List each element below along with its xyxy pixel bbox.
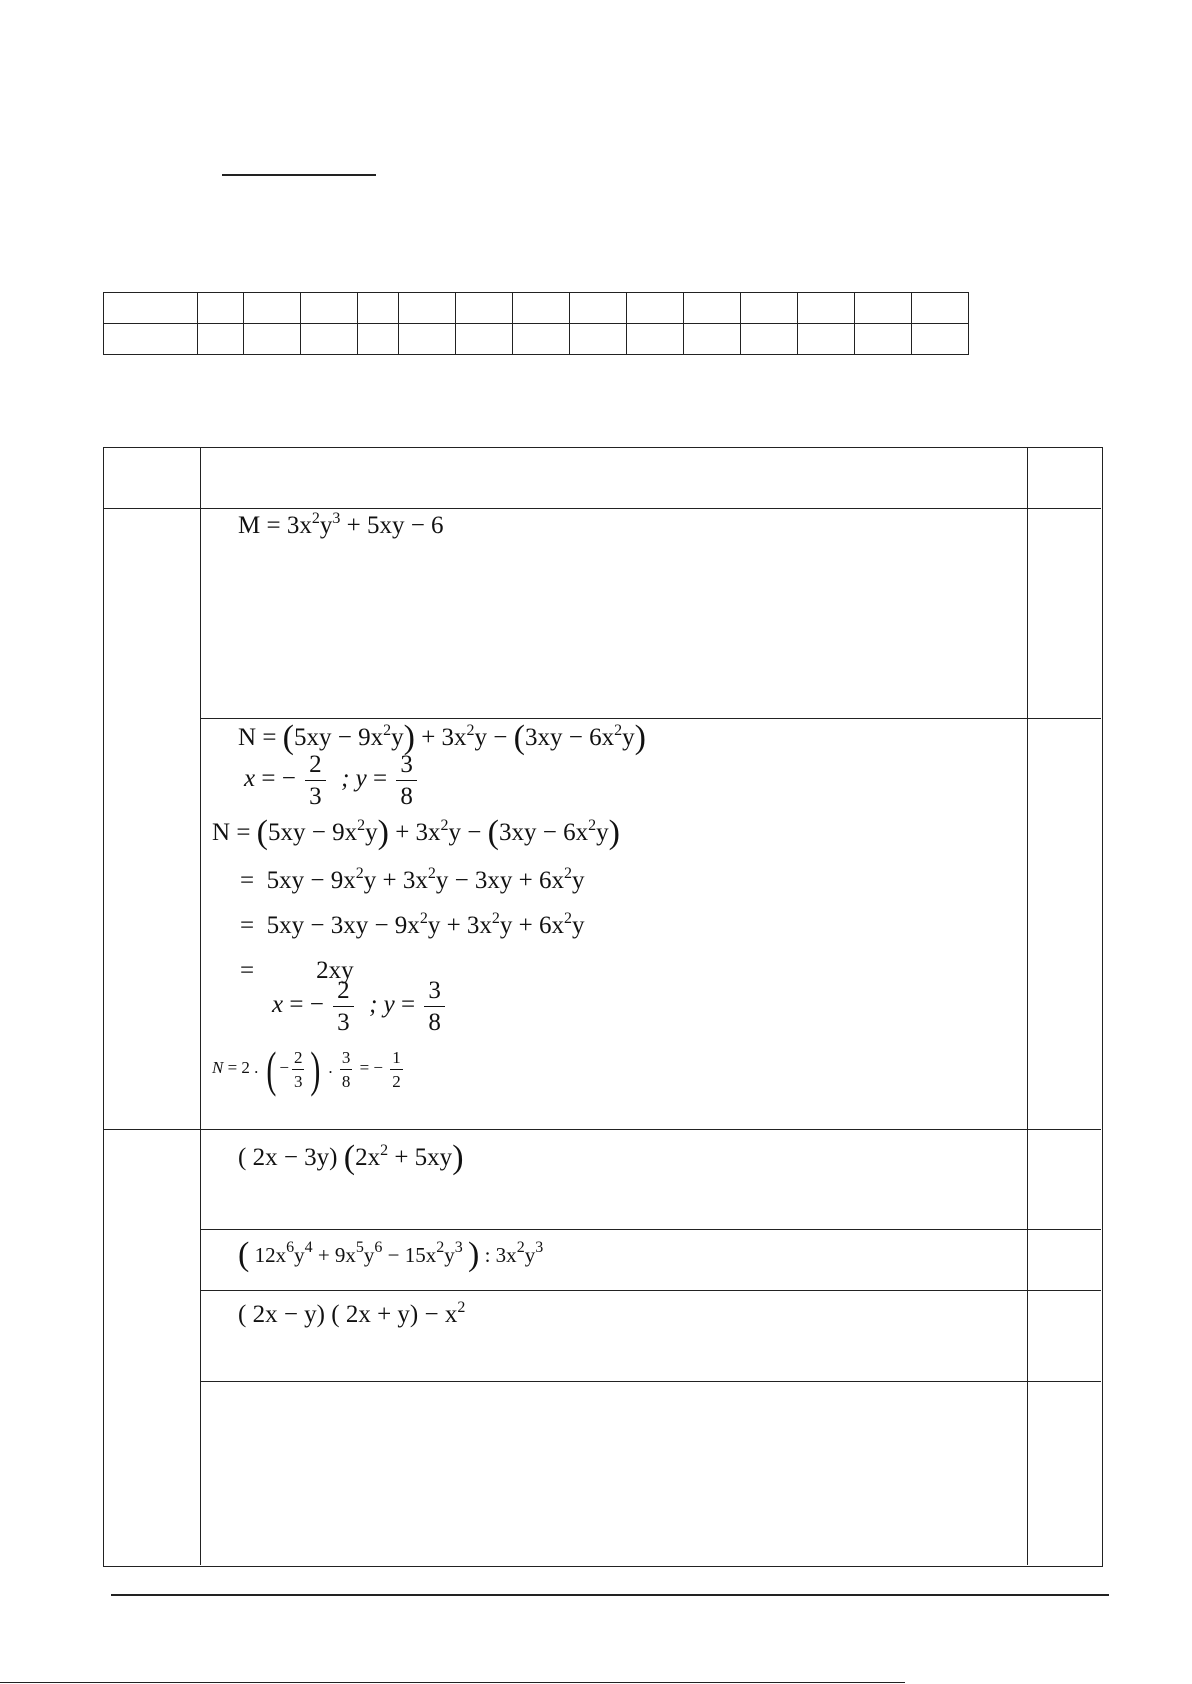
- product-expression-2: ( 2x − y) ( $2x + y) - x^2$: [238, 1299, 466, 1328]
- grid-cell: [244, 293, 301, 324]
- m-expression: $M = 3x^2y^3 + 5xy - 6$: [238, 510, 444, 539]
- grid-cell: [684, 293, 741, 324]
- grid-cell: [244, 324, 301, 355]
- fraction: $\frac{2}{3}$: [305, 752, 326, 809]
- footer-line: [111, 1594, 1109, 1596]
- grid-cell: [684, 324, 741, 355]
- fraction: $\frac{2}{3}$: [293, 1047, 303, 1091]
- grid-cell: [513, 324, 570, 355]
- fraction: $\frac{3}{8}$: [424, 978, 445, 1035]
- n-result: N = 2 . ( − $\frac{2}{3}$ ) . $\frac{3}{8}$ = − $\frac{1}{2}$: [212, 1041, 401, 1097]
- grid-cell: [798, 324, 855, 355]
- fraction: $\frac{3}{8}$: [396, 752, 417, 809]
- grid-cell: [358, 324, 399, 355]
- xy-values-substitution: x = − $\frac{2}{3}$ ; y = $\frac{3}{8}$: [272, 978, 448, 1035]
- n-expression: $N = (5xy - 9x^2y) + 3x^2y - (3xy - 6x^2y)$: [238, 719, 646, 756]
- grid-cell: [912, 293, 969, 324]
- product-expression-1: ( 2x − 3y) $(2x^2 + 5xy)$: [238, 1139, 464, 1176]
- grid-cell: [456, 293, 513, 324]
- score-grid: [103, 292, 969, 355]
- bottom-edge-line: [0, 1682, 905, 1683]
- grid-cell: [399, 293, 456, 324]
- grid-cell: [456, 324, 513, 355]
- row-border: [200, 1381, 1101, 1382]
- grid-cell: [855, 293, 912, 324]
- grid-cell: [301, 293, 358, 324]
- grid-cell: [358, 293, 399, 324]
- grid-cell: [104, 293, 198, 324]
- column-divider: [200, 448, 201, 1565]
- grid-cell: [570, 293, 627, 324]
- grid-cell: [301, 324, 358, 355]
- row-border: [200, 1229, 1101, 1230]
- grid-cell: [513, 293, 570, 324]
- answer-table: [103, 447, 1103, 1567]
- n-step-3: = $5xy - 3xy - 9x^2y + 3x^2y + 6x^2y$: [240, 910, 585, 939]
- n-step-2: = $5xy - 9x^2y + 3x^2y - 3xy + 6x^2y$: [240, 865, 585, 894]
- grid-cell: [798, 293, 855, 324]
- fraction: $\frac{2}{3}$: [333, 978, 354, 1035]
- row-border: [200, 718, 1101, 719]
- score-grid-row: [104, 293, 969, 324]
- grid-cell: [627, 324, 684, 355]
- grid-cell: [570, 324, 627, 355]
- division-expression: ( $12x^6y^4 + 9x^5y^6 - 15x^2y^3$ ) : $3x^2y^3$: [238, 1236, 544, 1273]
- header-row-border: [104, 508, 1101, 509]
- xy-values: x = − $\frac{2}{3}$ ; y = $\frac{3}{8}$: [244, 752, 420, 809]
- grid-cell: [912, 324, 969, 355]
- grid-cell: [741, 293, 798, 324]
- fraction: $\frac{3}{8}$: [341, 1047, 351, 1091]
- title-underline: [222, 174, 376, 176]
- fraction: $\frac{1}{2}$: [392, 1047, 401, 1091]
- grid-cell: [855, 324, 912, 355]
- score-grid-row: [104, 324, 969, 355]
- row-border: [200, 1290, 1101, 1291]
- grid-cell: [627, 293, 684, 324]
- grid-cell: [198, 293, 244, 324]
- row-border: [104, 1129, 1101, 1130]
- grid-cell: [741, 324, 798, 355]
- grid-cell: [104, 324, 198, 355]
- n-step-4: = 2xy: [240, 957, 354, 984]
- grid-cell: [198, 324, 244, 355]
- n-step-1: $N = (5xy - 9x^2y) + 3x^2y - (3xy - 6x^2y)$: [212, 814, 620, 851]
- grid-cell: [399, 324, 456, 355]
- column-divider: [1027, 448, 1028, 1565]
